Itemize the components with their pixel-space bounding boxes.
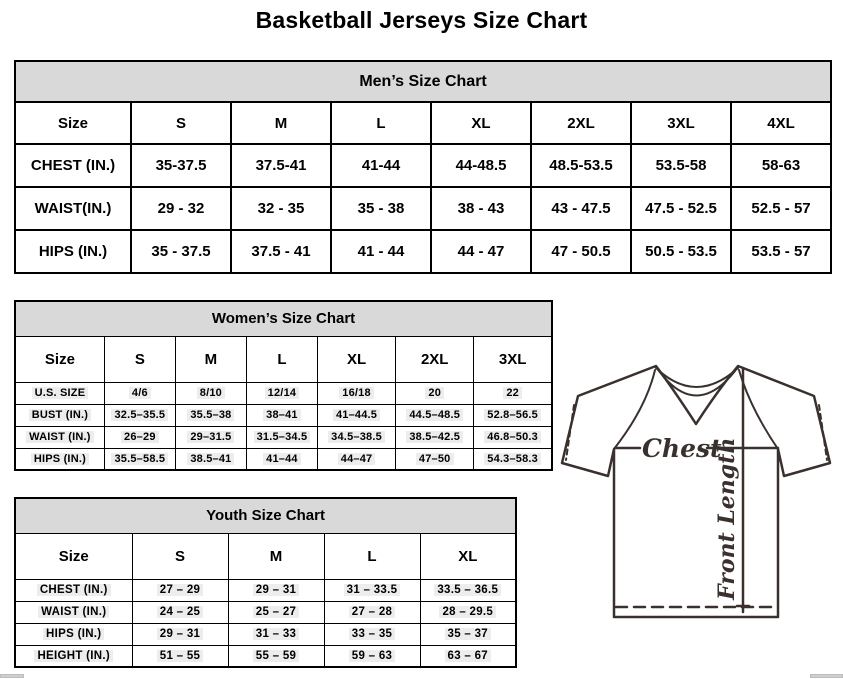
value-cell: 38.5–42.5 <box>396 426 474 448</box>
youth-size-table <box>14 497 514 668</box>
value-cell: 55 – 59 <box>228 645 324 667</box>
column-header: L <box>324 533 420 579</box>
value-cell: 12/14 <box>246 382 317 404</box>
column-header: S <box>132 533 228 579</box>
value-cell: 29 – 31 <box>132 623 228 645</box>
table-row <box>15 448 552 470</box>
value-cell: 48.5-53.5 <box>531 144 631 187</box>
column-header: XL <box>420 533 516 579</box>
table-row <box>15 601 516 623</box>
value-cell: 31.5–34.5 <box>246 426 317 448</box>
column-header: 3XL <box>474 336 552 382</box>
value-cell: 53.5 - 57 <box>731 230 831 273</box>
value-cell: 29 – 31 <box>228 579 324 601</box>
value-cell: 38–41 <box>246 404 317 426</box>
value-cell: 50.5 - 53.5 <box>631 230 731 273</box>
value-cell: 47 - 50.5 <box>531 230 631 273</box>
column-header: 2XL <box>531 102 631 144</box>
header-row <box>15 102 831 144</box>
row-label: WAIST (IN.) <box>15 601 132 623</box>
value-cell: 41-44 <box>331 144 431 187</box>
column-header: S <box>131 102 231 144</box>
value-cell: 38.5–41 <box>175 448 246 470</box>
table-row <box>15 579 516 601</box>
mens-size-table <box>14 60 829 274</box>
column-header: Size <box>15 533 132 579</box>
value-cell: 47.5 - 52.5 <box>631 187 731 230</box>
row-label: WAIST (IN.) <box>15 426 104 448</box>
value-cell: 44–47 <box>317 448 395 470</box>
value-cell: 63 – 67 <box>420 645 516 667</box>
value-cell: 47–50 <box>396 448 474 470</box>
value-cell: 35 - 38 <box>331 187 431 230</box>
value-cell: 31 – 33 <box>228 623 324 645</box>
header-row <box>15 336 552 382</box>
table-row <box>15 623 516 645</box>
value-cell: 52.8–56.5 <box>474 404 552 426</box>
table-row <box>15 230 831 273</box>
value-cell: 44 - 47 <box>431 230 531 273</box>
table-title: Youth Size Chart <box>15 498 516 533</box>
column-header: XL <box>317 336 395 382</box>
page-title: Basketball Jerseys Size Chart <box>255 7 588 33</box>
table-title: Men’s Size Chart <box>15 61 831 102</box>
value-cell: 29 - 32 <box>131 187 231 230</box>
scrollbar-fragment-left <box>0 674 24 678</box>
value-cell: 53.5-58 <box>631 144 731 187</box>
value-cell: 43 - 47.5 <box>531 187 631 230</box>
column-header: M <box>175 336 246 382</box>
column-header: Size <box>15 102 131 144</box>
row-label: CHEST (IN.) <box>15 579 132 601</box>
value-cell: 35 - 37.5 <box>131 230 231 273</box>
row-label: HIPS (IN.) <box>15 230 131 273</box>
value-cell: 51 – 55 <box>132 645 228 667</box>
value-cell: 38 - 43 <box>431 187 531 230</box>
value-cell: 8/10 <box>175 382 246 404</box>
column-header: S <box>104 336 175 382</box>
table-row <box>15 382 552 404</box>
column-header: L <box>246 336 317 382</box>
column-header: Size <box>15 336 104 382</box>
value-cell: 44.5–48.5 <box>396 404 474 426</box>
value-cell: 32.5–35.5 <box>104 404 175 426</box>
scrollbar-fragment-right <box>810 674 843 678</box>
value-cell: 59 – 63 <box>324 645 420 667</box>
header-row <box>15 533 516 579</box>
womens-size-table <box>14 300 553 471</box>
value-cell: 46.8–50.3 <box>474 426 552 448</box>
value-cell: 24 – 25 <box>132 601 228 623</box>
value-cell: 31 – 33.5 <box>324 579 420 601</box>
table-title: Women’s Size Chart <box>15 301 552 336</box>
jersey-outline-shape <box>562 366 830 617</box>
value-cell: 26–29 <box>104 426 175 448</box>
table-row <box>15 645 516 667</box>
row-label: HIPS (IN.) <box>15 623 132 645</box>
jersey-diagram <box>556 360 843 628</box>
value-cell: 37.5 - 41 <box>231 230 331 273</box>
row-label: HIPS (IN.) <box>15 448 104 470</box>
column-header: 2XL <box>396 336 474 382</box>
value-cell: 35-37.5 <box>131 144 231 187</box>
value-cell: 29–31.5 <box>175 426 246 448</box>
value-cell: 52.5 - 57 <box>731 187 831 230</box>
value-cell: 32 - 35 <box>231 187 331 230</box>
table-row <box>15 404 552 426</box>
row-label: HEIGHT (IN.) <box>15 645 132 667</box>
value-cell: 33 – 35 <box>324 623 420 645</box>
value-cell: 44-48.5 <box>431 144 531 187</box>
value-cell: 28 – 29.5 <box>420 601 516 623</box>
value-cell: 25 – 27 <box>228 601 324 623</box>
value-cell: 35.5–38 <box>175 404 246 426</box>
value-cell: 41 - 44 <box>331 230 431 273</box>
column-header: M <box>228 533 324 579</box>
value-cell: 41–44.5 <box>317 404 395 426</box>
value-cell: 16/18 <box>317 382 395 404</box>
value-cell: 41–44 <box>246 448 317 470</box>
value-cell: 22 <box>474 382 552 404</box>
table-row <box>15 144 831 187</box>
column-header: 4XL <box>731 102 831 144</box>
row-label: CHEST (IN.) <box>15 144 131 187</box>
value-cell: 34.5–38.5 <box>317 426 395 448</box>
value-cell: 20 <box>396 382 474 404</box>
value-cell: 37.5-41 <box>231 144 331 187</box>
value-cell: 58-63 <box>731 144 831 187</box>
row-label: BUST (IN.) <box>15 404 104 426</box>
value-cell: 4/6 <box>104 382 175 404</box>
table-row <box>15 187 831 230</box>
column-header: 3XL <box>631 102 731 144</box>
value-cell: 33.5 – 36.5 <box>420 579 516 601</box>
value-cell: 27 – 28 <box>324 601 420 623</box>
row-label: WAIST(IN.) <box>15 187 131 230</box>
value-cell: 27 – 29 <box>132 579 228 601</box>
column-header: M <box>231 102 331 144</box>
value-cell: 35 – 37 <box>420 623 516 645</box>
value-cell: 35.5–58.5 <box>104 448 175 470</box>
row-label: U.S. SIZE <box>15 382 104 404</box>
column-header: L <box>331 102 431 144</box>
column-header: XL <box>431 102 531 144</box>
value-cell: 54.3–58.3 <box>474 448 552 470</box>
chest-label: Chest <box>642 434 722 463</box>
table-row <box>15 426 552 448</box>
front-length-label: Front Length <box>714 437 740 600</box>
